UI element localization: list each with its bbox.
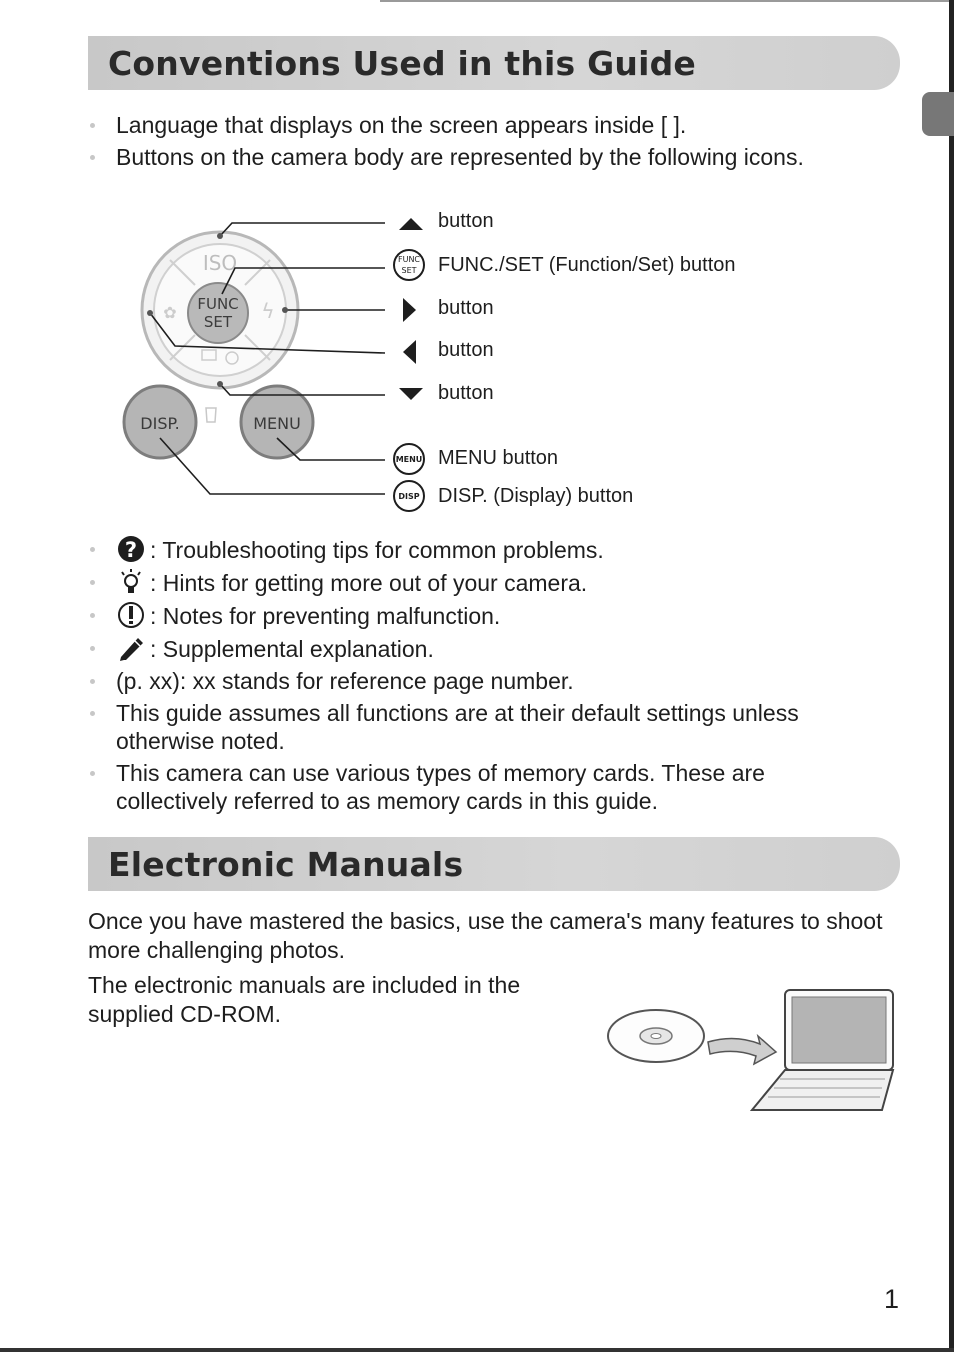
- list-item: Language that displays on the screen appears inside [ ].: [88, 111, 878, 139]
- label-up-button: button: [438, 210, 494, 232]
- page-edge: [949, 0, 954, 1352]
- set-label: SET: [203, 313, 233, 331]
- lightbulb-icon: [116, 568, 148, 596]
- pencil-icon: [116, 634, 148, 662]
- paragraph: Once you have mastered the basics, use the camera's many features to shoot more challenging photos.: [88, 908, 883, 963]
- label-menu-button: MENU button: [438, 447, 559, 469]
- svg-text:DISP: DISP: [398, 492, 420, 501]
- camera-button-diagram: [110, 198, 790, 528]
- page-edge-bottom: [0, 1348, 954, 1352]
- question-icon: [116, 535, 148, 563]
- label-func-set-button: FUNC./SET (Function/Set) button: [438, 254, 736, 276]
- list-item: : Supplemental explanation.: [88, 634, 878, 663]
- conventions-list: [88, 111, 878, 175]
- list-item: ? : Troubleshooting tips for common problems.: [88, 535, 878, 564]
- label-left-button: button: [438, 339, 494, 361]
- chapter-thumb-tab: [922, 92, 954, 136]
- list-item: This guide assumes all functions are at their default settings unless otherwise noted.: [88, 699, 878, 755]
- up-arrow-icon: [399, 218, 423, 230]
- list-item: : Hints for getting more out of your camera.: [88, 568, 878, 597]
- cd-to-computer-illustration: [600, 982, 900, 1122]
- section-title: Electronic Manuals: [108, 845, 464, 884]
- svg-text:FUNC: FUNC: [397, 255, 421, 264]
- menu-label: MENU: [253, 414, 301, 433]
- camera-controls-illustration: [110, 198, 790, 528]
- disp-label: DISP.: [140, 414, 180, 433]
- dial-iso-label: ISO: [202, 251, 238, 275]
- label-down-button: button: [438, 382, 494, 404]
- flash-icon: ϟ: [261, 299, 275, 323]
- trash-icon: [206, 408, 216, 422]
- svg-text:?: ?: [124, 538, 138, 562]
- notes-list: [88, 535, 878, 819]
- section-banner-electronic-manuals: [88, 837, 900, 891]
- label-right-button: button: [438, 297, 494, 319]
- arrow-icon: [708, 1036, 776, 1064]
- macro-icon: ✿: [163, 303, 177, 322]
- right-arrow-icon: [403, 298, 416, 322]
- left-arrow-icon: [403, 340, 416, 364]
- section-banner-conventions: [88, 36, 900, 90]
- label-disp-button: DISP. (Display) button: [438, 485, 634, 507]
- list-item: : Notes for preventing malfunction.: [88, 601, 878, 630]
- down-arrow-icon: [399, 388, 423, 400]
- paragraph: The electronic manuals are included in the supplied CD-ROM.: [88, 972, 521, 1027]
- top-rule: [380, 0, 954, 2]
- svg-text:MENU: MENU: [395, 455, 423, 464]
- svg-text:SET: SET: [401, 266, 417, 275]
- list-item: This camera can use various types of memory cards. These are collectively referred to as memory cards in this guide.: [88, 759, 878, 815]
- page-number: 1: [884, 1284, 900, 1314]
- func-label: FUNC: [197, 295, 239, 313]
- list-item: Buttons on the camera body are represented by the following icons.: [88, 143, 878, 171]
- section-title: Conventions Used in this Guide: [108, 44, 696, 83]
- exclamation-icon: [116, 601, 148, 629]
- list-item: (p. xx): xx stands for reference page number.: [88, 667, 878, 695]
